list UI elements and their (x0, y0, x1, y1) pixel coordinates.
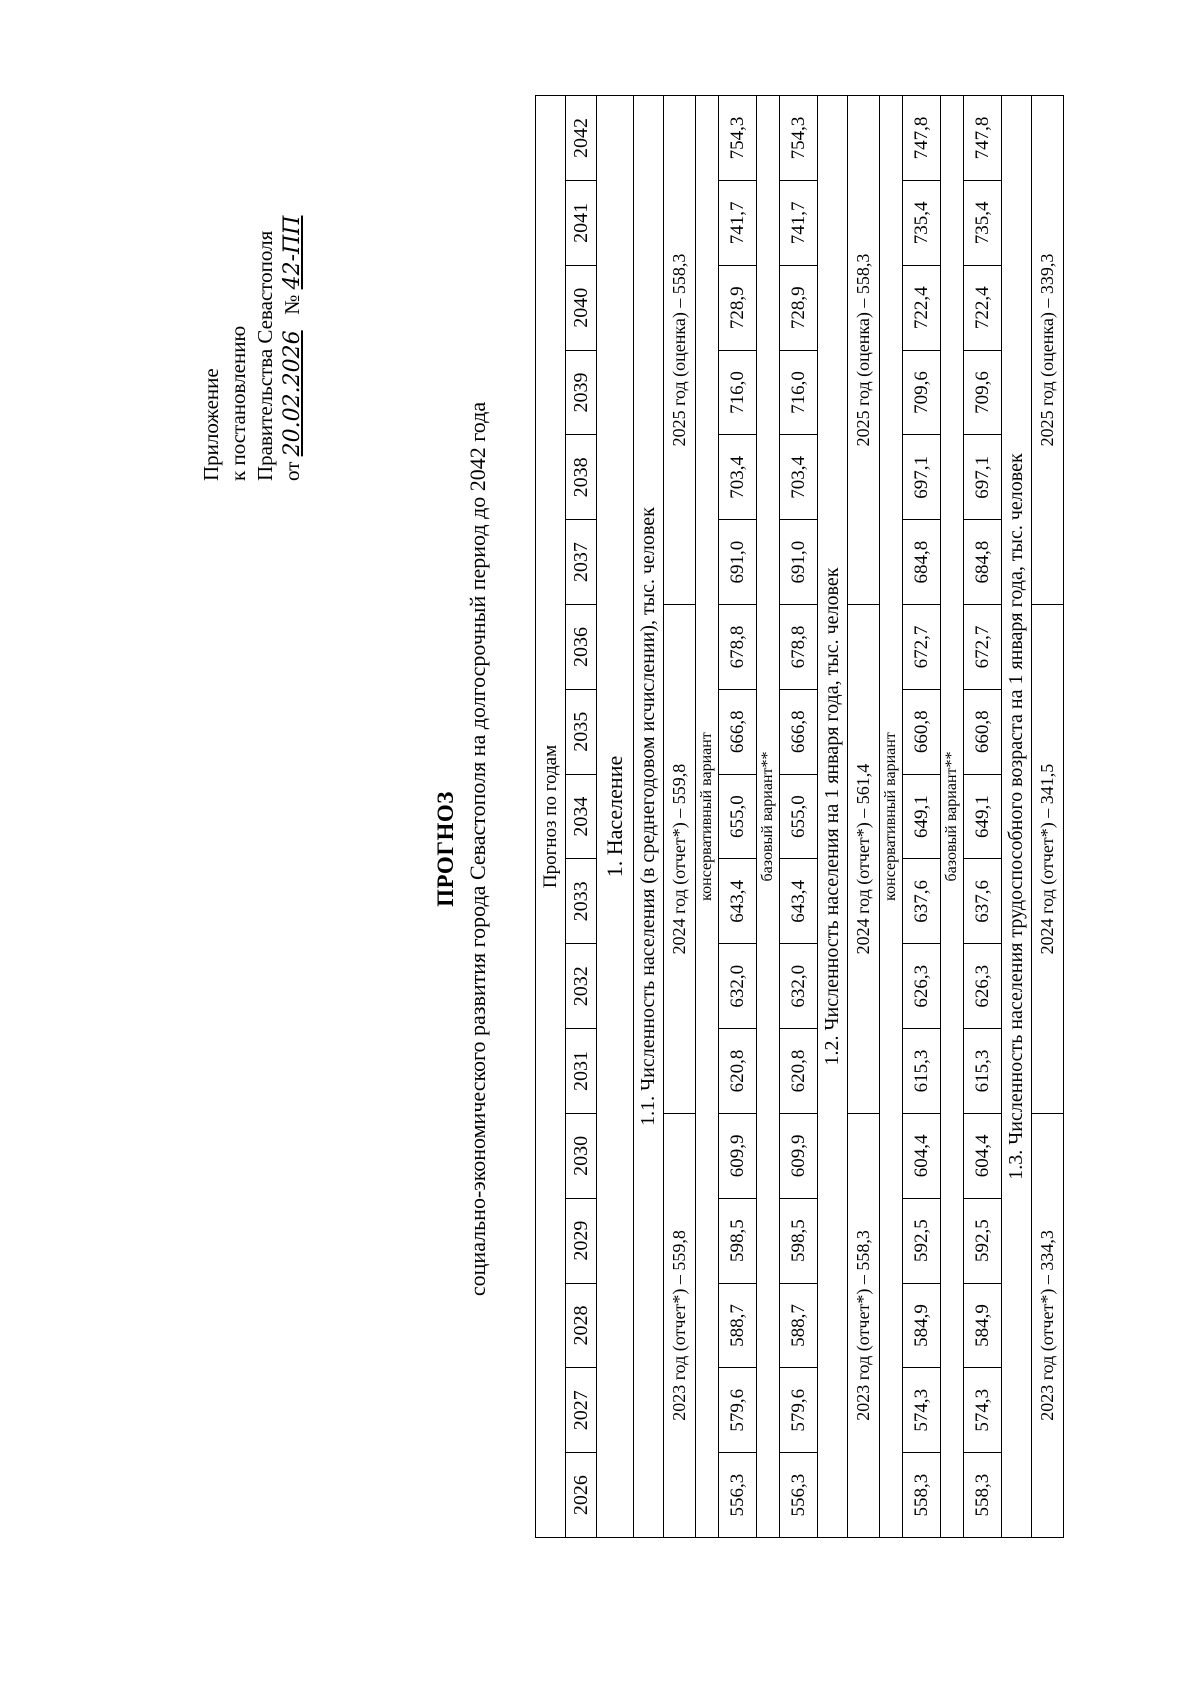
value-cell: 655,0 (719, 774, 757, 859)
value-cell: 697,1 (903, 435, 941, 520)
value-cell: 556,3 (719, 1453, 757, 1538)
variant-row (880, 96, 903, 1538)
value-cell: 709,6 (903, 350, 941, 435)
period-cell: 2023 год (отчет*) – 559,8 (664, 1113, 696, 1537)
value-cell: 637,6 (903, 859, 941, 944)
value-cell: 637,6 (964, 859, 1002, 944)
appendix-line-1: Приложение (199, 368, 223, 481)
variant-label: консервативный вариант (880, 96, 903, 1538)
value-cell: 660,8 (964, 689, 1002, 774)
period-cell: 2023 год (отчет*) – 558,3 (848, 1113, 880, 1537)
year-cell: 2029 (566, 1198, 597, 1283)
period-cell: 2025 год (оценка) – 558,3 (664, 96, 696, 605)
values-row (719, 96, 757, 1538)
year-cell: 2042 (566, 96, 597, 181)
variant-row (696, 96, 719, 1538)
appendix-date-line (279, 121, 306, 481)
year-cell: 2027 (566, 1368, 597, 1453)
values-row (964, 96, 1002, 1538)
year-cell: 2031 (566, 1029, 597, 1114)
value-cell: 592,5 (903, 1198, 941, 1283)
year-cell: 2039 (566, 350, 597, 435)
value-cell: 604,4 (964, 1113, 1002, 1198)
value-cell: 584,9 (964, 1283, 1002, 1368)
values-row (903, 96, 941, 1538)
year-cell: 2034 (566, 774, 597, 859)
value-cell: 703,4 (719, 435, 757, 520)
period-cell: 2023 год (отчет*) – 334,3 (1032, 1113, 1064, 1537)
value-cell: 672,7 (964, 605, 1002, 690)
date-value: 20.02.2026 (280, 330, 305, 457)
value-cell: 754,3 (780, 96, 818, 181)
value-cell: 643,4 (780, 859, 818, 944)
value-cell: 728,9 (780, 265, 818, 350)
value-cell: 643,4 (719, 859, 757, 944)
value-cell: 632,0 (780, 944, 818, 1029)
values-row (780, 96, 818, 1538)
value-cell: 626,3 (964, 944, 1002, 1029)
value-cell: 574,3 (964, 1368, 1002, 1453)
value-cell: 620,8 (719, 1029, 757, 1114)
value-cell: 615,3 (903, 1029, 941, 1114)
subsection-row (818, 96, 848, 1538)
document-heading: ПРОГНОЗ (433, 791, 458, 907)
value-cell: 747,8 (903, 96, 941, 181)
value-cell: 741,7 (719, 181, 757, 266)
year-cell: 2033 (566, 859, 597, 944)
date-prefix: от (280, 461, 304, 481)
header-cell: Прогноз по годам (536, 96, 566, 1538)
value-cell: 735,4 (903, 181, 941, 266)
year-cell: 2030 (566, 1113, 597, 1198)
value-cell: 632,0 (719, 944, 757, 1029)
subsection-row (1002, 96, 1032, 1538)
year-cell: 2041 (566, 181, 597, 266)
document-subheading: социально-экономического развития города Севастополя на долгосрочный период до 2042 года (465, 401, 490, 1297)
value-cell: 626,3 (903, 944, 941, 1029)
subsection-title: 1.3. Численность населения трудоспособного возраста на 1 января года, тыс. человек (1002, 96, 1032, 1538)
value-cell: 579,6 (780, 1368, 818, 1453)
value-cell: 609,9 (780, 1113, 818, 1198)
variant-label: базовый вариант** (757, 96, 780, 1538)
period-row (1032, 96, 1064, 1538)
value-cell: 666,8 (780, 689, 818, 774)
value-cell: 598,5 (719, 1198, 757, 1283)
header-row (536, 96, 566, 1538)
value-cell: 691,0 (780, 520, 818, 605)
year-cell: 2040 (566, 265, 597, 350)
period-cell: 2024 год (отчет*) – 341,5 (1032, 605, 1064, 1114)
section-title: 1. Население (597, 96, 634, 1538)
value-cell: 728,9 (719, 265, 757, 350)
value-cell: 735,4 (964, 181, 1002, 266)
value-cell: 649,1 (964, 774, 1002, 859)
year-cell: 2035 (566, 689, 597, 774)
value-cell: 754,3 (719, 96, 757, 181)
value-cell: 615,3 (964, 1029, 1002, 1114)
value-cell: 747,8 (964, 96, 1002, 181)
value-cell: 556,3 (780, 1453, 818, 1538)
value-cell: 584,9 (903, 1283, 941, 1368)
section-row (597, 96, 634, 1538)
value-cell: 697,1 (964, 435, 1002, 520)
year-cell: 2032 (566, 944, 597, 1029)
variant-label: консервативный вариант (696, 96, 719, 1538)
value-cell: 558,3 (903, 1453, 941, 1538)
value-cell: 703,4 (780, 435, 818, 520)
value-cell: 558,3 (964, 1453, 1002, 1538)
period-cell: 2024 год (отчет*) – 559,8 (664, 605, 696, 1114)
value-cell: 592,5 (964, 1198, 1002, 1283)
year-cell: 2038 (566, 435, 597, 520)
value-cell: 660,8 (903, 689, 941, 774)
value-cell: 588,7 (780, 1283, 818, 1368)
number-prefix: № (280, 294, 304, 315)
year-cell: 2037 (566, 520, 597, 605)
subsection-title: 1.2. Численность населения на 1 января года, тыс. человек (818, 96, 848, 1538)
value-cell: 609,9 (719, 1113, 757, 1198)
value-cell: 716,0 (719, 350, 757, 435)
value-cell: 684,8 (903, 520, 941, 605)
appendix-block (198, 121, 306, 481)
variant-row (941, 96, 964, 1538)
period-row (848, 96, 880, 1538)
value-cell: 678,8 (780, 605, 818, 690)
year-row (566, 96, 597, 1538)
value-cell: 709,6 (964, 350, 1002, 435)
variant-label: базовый вариант** (941, 96, 964, 1538)
value-cell: 655,0 (780, 774, 818, 859)
value-cell: 741,7 (780, 181, 818, 266)
period-row (664, 96, 696, 1538)
value-cell: 666,8 (719, 689, 757, 774)
period-cell: 2024 год (отчет*) – 561,4 (848, 605, 880, 1114)
appendix-line-2: к постановлению (226, 325, 250, 481)
value-cell: 716,0 (780, 350, 818, 435)
appendix-line-3: Правительства Севастополя (253, 230, 277, 481)
year-cell: 2036 (566, 605, 597, 690)
year-cell: 2028 (566, 1283, 597, 1368)
value-cell: 672,7 (903, 605, 941, 690)
value-cell: 574,3 (903, 1368, 941, 1453)
value-cell: 678,8 (719, 605, 757, 690)
value-cell: 649,1 (903, 774, 941, 859)
forecast-table (535, 95, 1064, 1538)
period-cell: 2025 год (оценка) – 339,3 (1032, 96, 1064, 605)
variant-row (757, 96, 780, 1538)
period-cell: 2025 год (оценка) – 558,3 (848, 96, 880, 605)
value-cell: 620,8 (780, 1029, 818, 1114)
value-cell: 598,5 (780, 1198, 818, 1283)
number-value: 42-ПП (280, 215, 305, 290)
subsection-title: 1.1. Численность населения (в среднегодовом исчислении), тыс. человек (634, 96, 664, 1538)
year-cell: 2026 (566, 1453, 597, 1538)
value-cell: 684,8 (964, 520, 1002, 605)
subsection-row (634, 96, 664, 1538)
value-cell: 722,4 (964, 265, 1002, 350)
value-cell: 691,0 (719, 520, 757, 605)
value-cell: 604,4 (903, 1113, 941, 1198)
value-cell: 588,7 (719, 1283, 757, 1368)
value-cell: 579,6 (719, 1368, 757, 1453)
value-cell: 722,4 (903, 265, 941, 350)
